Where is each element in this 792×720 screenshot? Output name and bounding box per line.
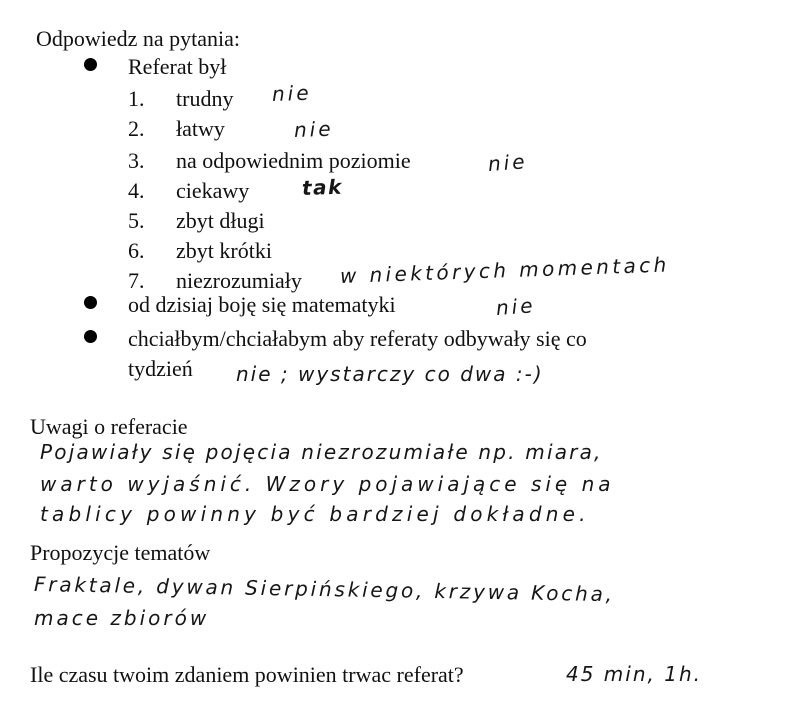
referat-label: Referat był: [128, 54, 227, 79]
option-3-answer: nie: [487, 149, 529, 176]
option-6-label: zbyt krótki: [176, 238, 272, 263]
option-7-label: niezrozumiały: [176, 268, 302, 293]
option-3-number: 3.: [128, 148, 145, 173]
topics-label: Propozycje tematów: [30, 540, 211, 565]
option-5-label: zbyt długi: [176, 208, 265, 233]
option-7-answer: w niektórych momentach: [339, 252, 670, 288]
remarks-label: Uwagi o referacie: [30, 414, 188, 439]
math-fear-answer: nie: [495, 293, 537, 320]
option-4-number: 4.: [128, 178, 145, 203]
remarks-line-1: Pojawiały się pojęcia niezrozumiałe np. miara,: [40, 440, 603, 464]
option-2-number: 2.: [128, 116, 145, 141]
option-5-number: 5.: [128, 208, 145, 233]
option-2-label: łatwy: [176, 116, 225, 141]
math-fear-label: od dzisiaj boję się matematyki: [128, 292, 396, 317]
duration-label: Ile czasu twoim zdaniem powinien trwac referat?: [30, 662, 464, 687]
questions-heading: Odpowiedz na pytania:: [36, 26, 241, 51]
topics-line-2: mace zbiorów: [34, 606, 210, 630]
option-4-label: ciekawy: [176, 178, 250, 203]
bullet-math-fear: [84, 296, 97, 309]
option-7-number: 7.: [128, 268, 145, 293]
topics-line-1: Fraktale, dywan Sierpińskiego, krzywa Kocha,: [33, 572, 615, 607]
frequency-label-line2: tydzień: [128, 356, 193, 381]
duration-answer: 45 min, 1h.: [566, 662, 702, 686]
remarks-line-2: warto wyjaśnić. Wzory pojawiające się na: [40, 472, 615, 496]
option-3-label: na odpowiednim poziomie: [176, 148, 411, 173]
option-1-answer: nie: [271, 80, 312, 106]
option-6-number: 6.: [128, 238, 145, 263]
option-4-answer: tak: [301, 174, 344, 200]
option-1-number: 1.: [128, 86, 145, 111]
remarks-line-3: tablicy powinny być bardziej dokładne.: [40, 502, 590, 526]
option-2-answer: nie: [293, 116, 334, 142]
frequency-label-line1: chciałbym/chciałabym aby referaty odbywały się co: [128, 326, 587, 351]
option-1-label: trudny: [176, 86, 234, 111]
bullet-referat: [84, 58, 97, 71]
bullet-frequency: [84, 330, 97, 343]
frequency-answer: nie ; wystarczy co dwa :-): [236, 362, 544, 386]
